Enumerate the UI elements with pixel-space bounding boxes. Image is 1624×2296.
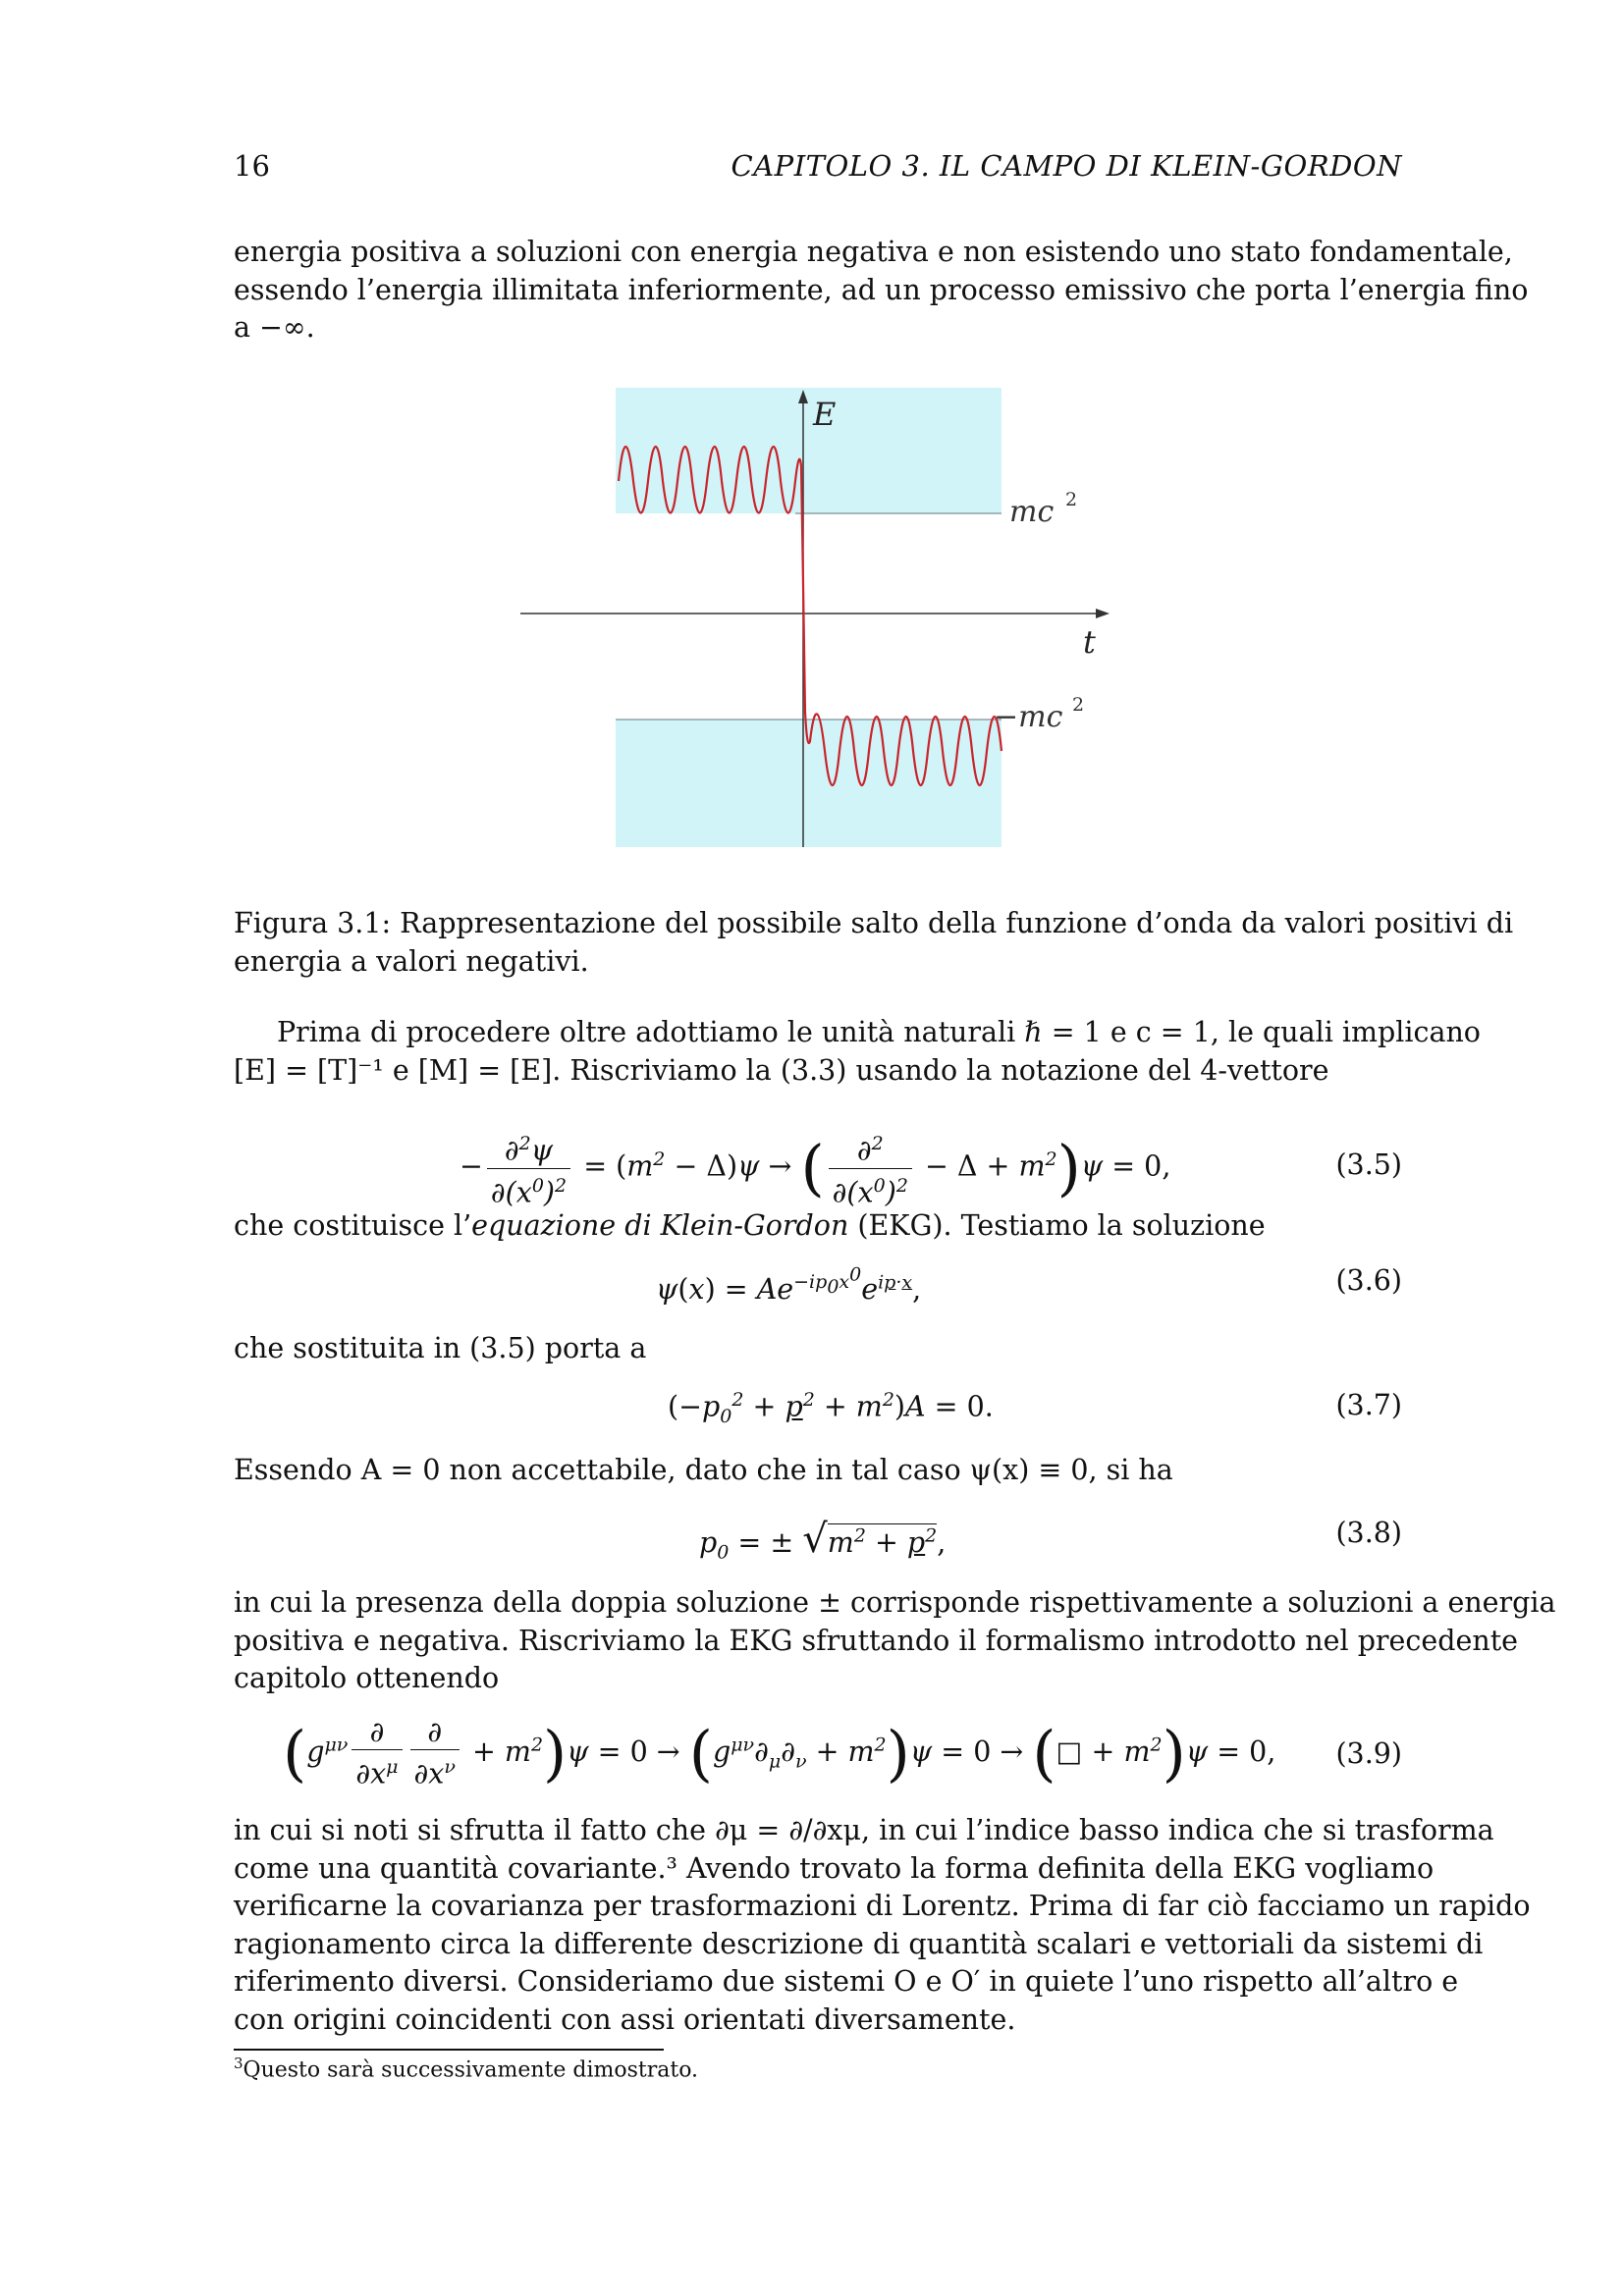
text-line: Prima di procedere oltre adottiamo le unità naturali ℏ = 1 e c = 1, le quali implicano	[277, 1016, 1481, 1048]
text-nontrivial	[234, 1452, 1402, 1490]
equation-3-5	[234, 1127, 1402, 1215]
paragraph-continuation	[234, 234, 1529, 347]
caption-line: energia a valori negativi.	[234, 944, 589, 978]
caption-line: Figura 3.1: Rappresentazione del possibile salto della funzione d’onda da valori positivi di	[234, 907, 1514, 939]
figure-energy-jump	[511, 388, 1119, 859]
text-line: riferimento diversi. Consideriamo due sistemi O e O′ in quiete l’uno rispetto all’altro e	[234, 1965, 1459, 1998]
text-line: verificarne la covarianza per trasformazioni di Lorentz. Prima di far ciò facciamo un rapido	[234, 1890, 1531, 1922]
text-line: essendo l’energia illimitata inferiormente, ad un processo emissivo che porta l’energia fino	[234, 273, 1529, 306]
paragraph-natural-units	[234, 1014, 1481, 1090]
text-substitution	[234, 1330, 1402, 1368]
text-line: a −∞.	[234, 311, 315, 344]
text-klein-gordon	[234, 1207, 1402, 1246]
footnote	[234, 2055, 698, 2082]
equation-3-9	[234, 1716, 1402, 1804]
text-line: in cui la presenza della doppia soluzione ± corrisponde rispettivamente a soluzioni a energia	[234, 1586, 1556, 1619]
time-axis-label: t	[1083, 623, 1096, 661]
mc2-label: mc	[1009, 495, 1055, 529]
text-line: ragionamento circa la differente descrizione di quantità scalari e vettoriali da sistemi di	[234, 1927, 1484, 1960]
time-axis-arrow	[1096, 609, 1110, 618]
equation-body: $(-p_0^2 + p^2 + m^2)A = 0$.	[668, 1389, 994, 1428]
paragraph-double-solution	[234, 1584, 1556, 1698]
equation-body: − $\frac{\partial^2\psi}{\partial(x^0)^2}$ = $(m^2 - \Delta)\psi$ → ( $\frac{\partial^2}{\partial(x^0)^2}$ − $\Delta + m^2)\psi = 0$,	[460, 1127, 1170, 1209]
page-header	[234, 149, 1402, 188]
text-line: Essendo A = 0 non accettabile, dato che in tal caso ψ(x) ≡ 0, si ha	[234, 1454, 1173, 1486]
equation-number: (3.8)	[1335, 1517, 1402, 1549]
text-line: positiva e negativa. Riscriviamo la EKG sfruttando il formalismo introdotto nel precedente	[234, 1624, 1519, 1657]
equation-body: ($g^{\mu\nu}$ $\frac{\partial}{\partial x^\mu}$ $\frac{\partial}{\partial x^\nu}$ + $m^2)\psi = 0 \to (g^{\mu\nu}\partial_\mu\partial_\nu + m^2)\psi = 0$ → (□ + $m^2)\psi = 0$,	[283, 1716, 1276, 1790]
text-line: che costituisce l’equazione di Klein-Gordon (EKG). Testiamo la soluzione	[234, 1209, 1266, 1242]
equation-number: (3.9)	[1335, 1737, 1402, 1770]
paragraph-covariance	[234, 1812, 1531, 2039]
equation-body: $\psi(x) = Ae^{-ip_0x^0}e^{ip\cdot x}$,	[656, 1264, 922, 1306]
equation-3-7	[234, 1389, 1402, 1448]
text-line: energia positiva a soluzioni con energia negativa e non esistendo uno stato fondamentale,	[234, 236, 1513, 268]
text-line: in cui si noti si sfrutta il fatto che ∂μ = ∂/∂xμ, in cui l’indice basso indica che si trasforma	[234, 1814, 1494, 1846]
text-line: come una quantità covariante.³ Avendo trovato la forma definita della EKG vogliamo	[234, 1851, 1435, 1885]
emphasis-term: equazione di Klein-Gordon	[471, 1209, 849, 1242]
minus-mc2-exponent: 2	[1072, 694, 1085, 716]
equation-number: (3.5)	[1335, 1148, 1402, 1181]
text-line: capitolo ottenendo	[234, 1662, 500, 1694]
equation-body: $p_0$ = ± $√m^2 + p^2$,	[699, 1517, 947, 1564]
energy-axis-label: E	[813, 396, 837, 433]
negative-energy-band	[616, 720, 1001, 847]
page-number: 16	[234, 149, 270, 183]
text-line: con origini coincidenti con assi orientati diversamente.	[234, 2002, 1016, 2036]
mc2-exponent: 2	[1065, 489, 1078, 510]
equation-number: (3.6)	[1335, 1264, 1402, 1297]
footnote-text: Questo sarà successivamente dimostrato.	[243, 2057, 699, 2083]
text-line: [E] = [T]⁻¹ e [M] = [E]. Riscriviamo la (3.3) usando la notazione del 4-vettore	[234, 1053, 1329, 1087]
equation-3-8	[234, 1517, 1402, 1575]
minus-mc2-label: −mc	[994, 700, 1063, 734]
equation-number: (3.7)	[1335, 1389, 1402, 1421]
text-line: che sostituita in (3.5) porta a	[234, 1332, 647, 1364]
equation-3-6	[234, 1264, 1402, 1323]
figure-caption	[234, 905, 1514, 981]
footnote-mark: 3	[234, 2055, 244, 2072]
positive-energy-band	[616, 388, 1001, 513]
running-title: CAPITOLO 3. IL CAMPO DI KLEIN-GORDON	[731, 149, 1402, 183]
footnote-rule	[234, 2049, 664, 2051]
